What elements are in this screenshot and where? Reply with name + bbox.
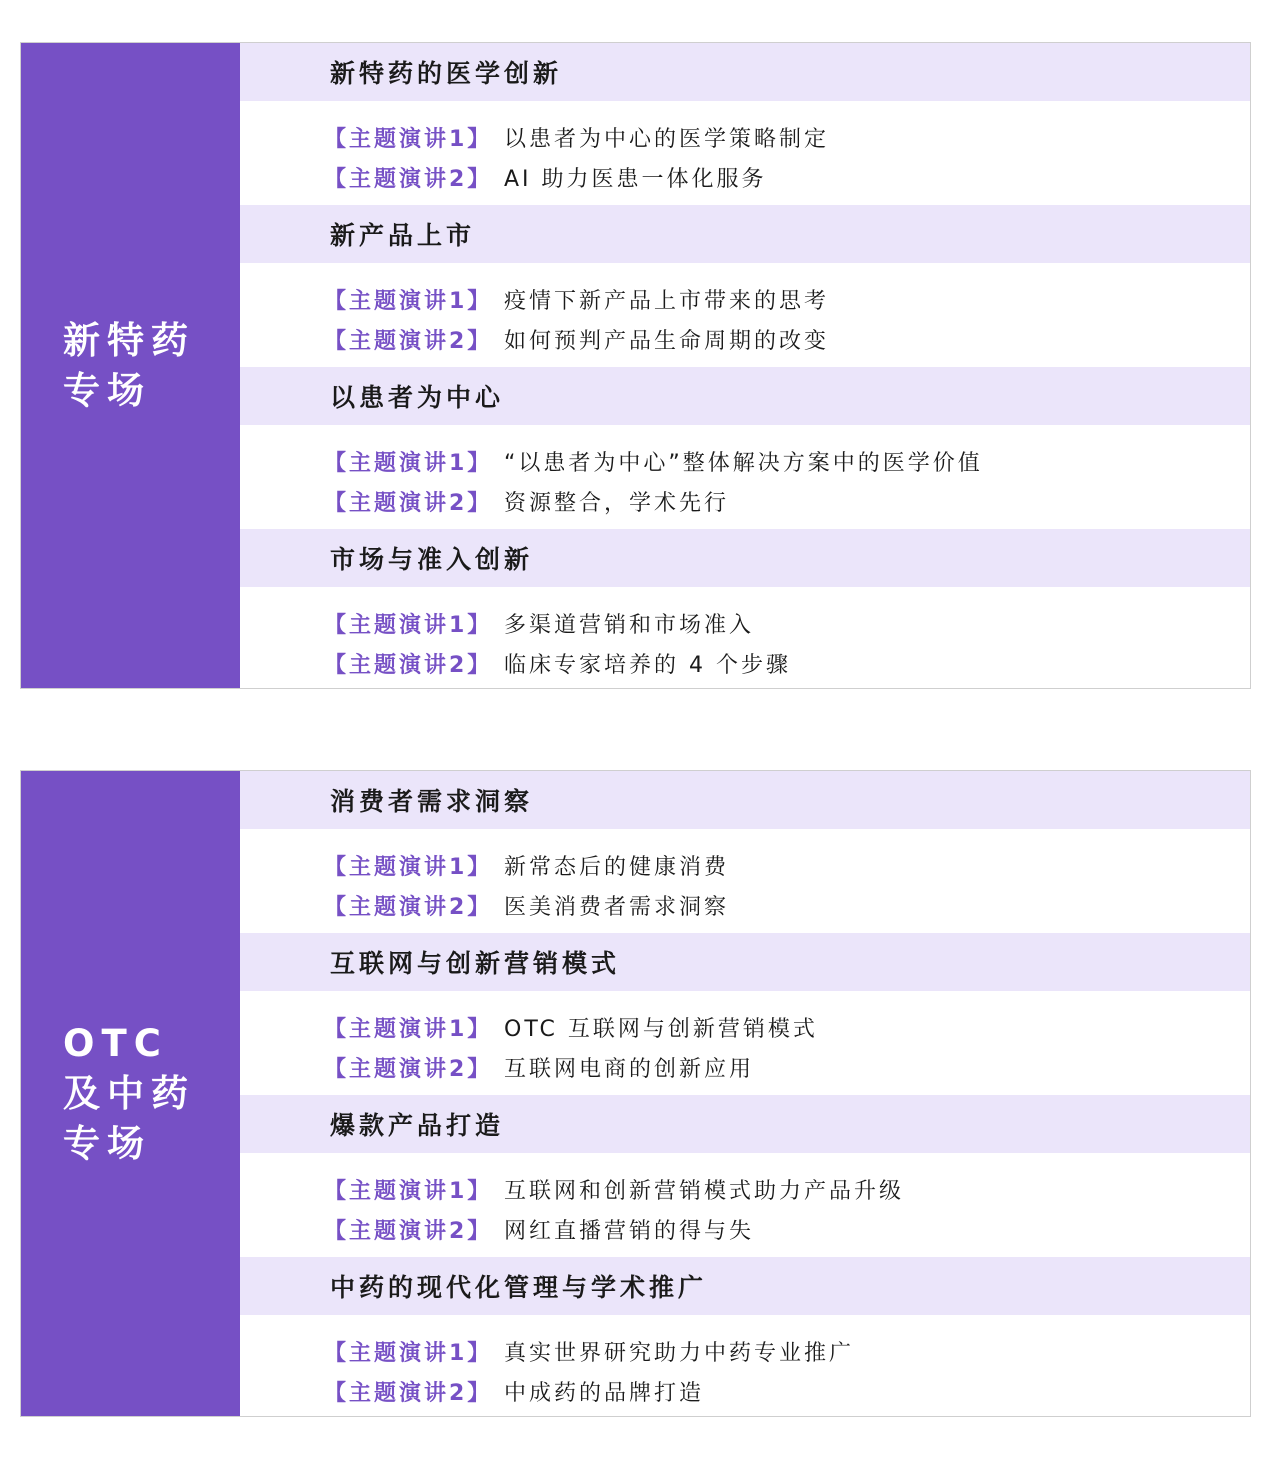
talk-tag: 【主题演讲1】 [324, 450, 493, 476]
talk-list [240, 829, 1250, 933]
talk-item [324, 319, 1250, 359]
talk-title: 互联网电商的创新应用 [504, 1056, 755, 1082]
talk-title: 如何预判产品生命周期的改变 [504, 328, 830, 354]
talk-title: 疫情下新产品上市带来的思考 [504, 288, 830, 314]
talk-item [324, 885, 1250, 925]
talk-tag: 【主题演讲2】 [324, 652, 493, 678]
section-title-line: 专场 [63, 368, 151, 412]
talk-list [240, 425, 1250, 529]
talk-list [240, 263, 1250, 367]
talk-title: 多渠道营销和市场准入 [504, 612, 755, 638]
section-block [20, 42, 1251, 689]
topic-heading: 中药的现代化管理与学术推广 [240, 1257, 1250, 1315]
talk-item [324, 1371, 1250, 1411]
section-title-line: 新特药 [63, 318, 195, 362]
talk-item [324, 845, 1250, 885]
talk-list [240, 991, 1250, 1095]
talk-list [240, 101, 1250, 205]
talk-tag: 【主题演讲1】 [324, 1016, 493, 1042]
talk-tag: 【主题演讲1】 [324, 126, 493, 152]
talk-tag: 【主题演讲1】 [324, 612, 493, 638]
topic-heading: 爆款产品打造 [240, 1095, 1250, 1153]
talk-list [240, 1315, 1250, 1419]
talk-title: 新常态后的健康消费 [504, 854, 730, 880]
talk-title: 互联网和创新营销模式助力产品升级 [504, 1178, 905, 1204]
talk-tag: 【主题演讲2】 [324, 166, 493, 192]
topic-heading: 新产品上市 [240, 205, 1250, 263]
section-title-line: 专场 [63, 1121, 151, 1165]
talk-title: OTC 互联网与创新营销模式 [504, 1016, 818, 1042]
section-title [63, 1019, 195, 1169]
talk-tag: 【主题演讲2】 [324, 894, 493, 920]
section-title-line: 及中药 [63, 1071, 195, 1115]
talk-list [240, 587, 1250, 691]
talk-item [324, 643, 1250, 683]
section-block [20, 770, 1251, 1417]
talk-tag: 【主题演讲1】 [324, 1340, 493, 1366]
talk-item [324, 1007, 1250, 1047]
talk-title: 临床专家培养的 4 个步骤 [504, 652, 791, 678]
section-content [240, 771, 1250, 1416]
topic-heading: 消费者需求洞察 [240, 771, 1250, 829]
topic-heading: 以患者为中心 [240, 367, 1250, 425]
talk-item [324, 279, 1250, 319]
talk-item [324, 157, 1250, 197]
talk-tag: 【主题演讲1】 [324, 288, 493, 314]
topic-heading: 互联网与创新营销模式 [240, 933, 1250, 991]
talk-item [324, 1331, 1250, 1371]
section-title [63, 316, 195, 416]
talk-title: 以患者为中心的医学策略制定 [504, 126, 830, 152]
talk-title: AI 助力医患一体化服务 [504, 166, 767, 192]
talk-list [240, 1153, 1250, 1257]
talk-item [324, 117, 1250, 157]
talk-item [324, 1169, 1250, 1209]
talk-tag: 【主题演讲2】 [324, 1380, 493, 1406]
talk-item [324, 1047, 1250, 1087]
talk-tag: 【主题演讲2】 [324, 1056, 493, 1082]
talk-title: 中成药的品牌打造 [504, 1380, 705, 1406]
talk-item [324, 603, 1250, 643]
topic-heading: 新特药的医学创新 [240, 43, 1250, 101]
talk-title: 医美消费者需求洞察 [504, 894, 730, 920]
talk-item [324, 1209, 1250, 1249]
section-title-line: OTC [63, 1021, 168, 1065]
talk-title: “以患者为中心”整体解决方案中的医学价值 [504, 450, 983, 476]
section-side-panel [21, 771, 240, 1416]
talk-title: 真实世界研究助力中药专业推广 [504, 1340, 855, 1366]
talk-tag: 【主题演讲2】 [324, 328, 493, 354]
topic-heading: 市场与准入创新 [240, 529, 1250, 587]
talk-title: 网红直播营销的得与失 [504, 1218, 755, 1244]
talk-tag: 【主题演讲1】 [324, 854, 493, 880]
talk-title: 资源整合，学术先行 [504, 490, 730, 516]
talk-item [324, 441, 1250, 481]
talk-tag: 【主题演讲2】 [324, 490, 493, 516]
talk-item [324, 481, 1250, 521]
talk-tag: 【主题演讲2】 [324, 1218, 493, 1244]
section-side-panel [21, 43, 240, 688]
talk-tag: 【主题演讲1】 [324, 1178, 493, 1204]
section-content [240, 43, 1250, 688]
